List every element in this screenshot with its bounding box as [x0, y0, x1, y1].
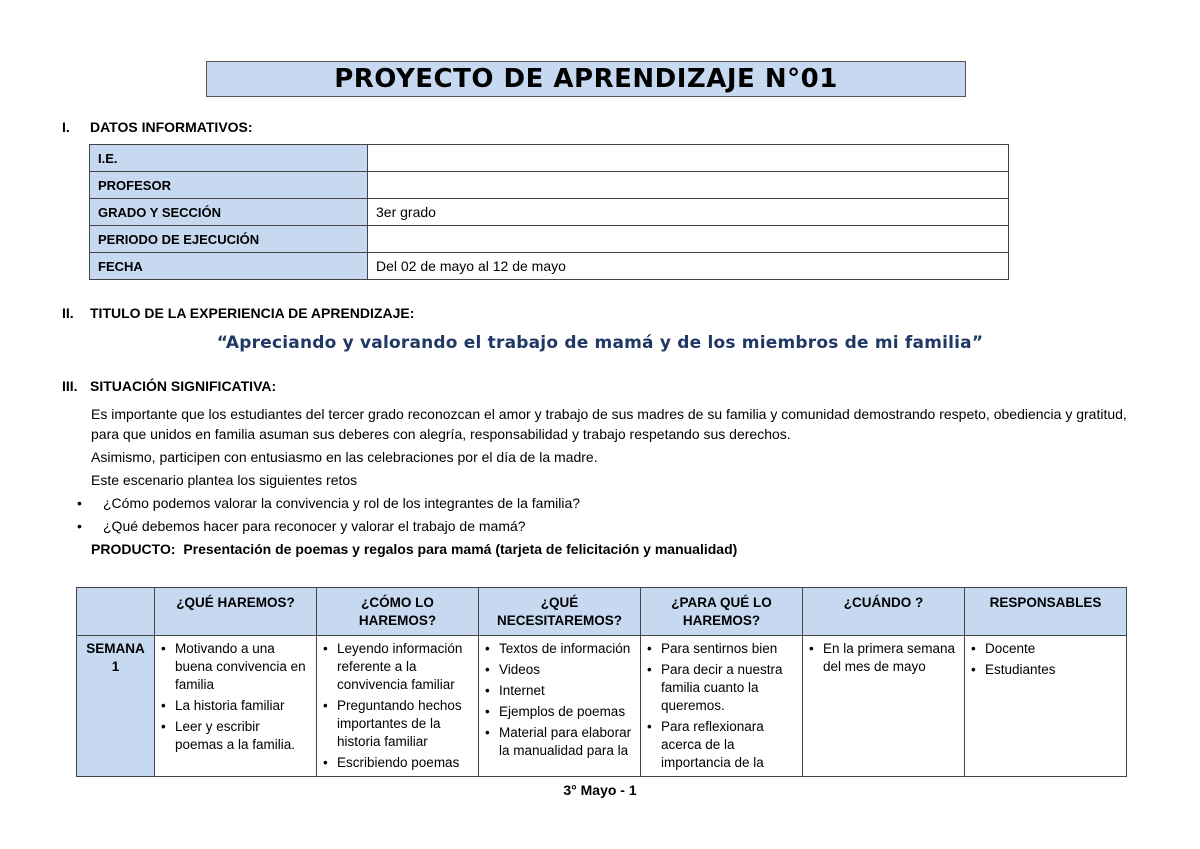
- section-label: DATOS INFORMATIVOS:: [90, 119, 253, 135]
- cell-text: La historia familiar: [175, 698, 285, 713]
- bullet-icon: •: [485, 725, 490, 740]
- bullet-icon: •: [161, 641, 166, 656]
- producto-label: PRODUCTO:: [91, 541, 176, 557]
- bullet-icon: •: [77, 518, 82, 534]
- cell-text: Para sentirnos bien: [661, 641, 778, 656]
- para-que-cell: [641, 636, 803, 777]
- bullet-icon: •: [647, 662, 652, 677]
- section-number: II.: [62, 305, 74, 321]
- info-label: GRADO Y SECCIÓN: [90, 199, 368, 226]
- table-row: [90, 172, 1009, 199]
- list-item: [323, 754, 472, 772]
- list-item: [161, 697, 310, 715]
- reto-text: ¿Qué debemos hacer para reconocer y valorar el trabajo de mamá?: [103, 518, 526, 534]
- info-value: [368, 226, 1009, 253]
- list-item: [971, 640, 1120, 658]
- column-header: ¿CÓMO LO HAREMOS?: [317, 588, 479, 636]
- bullet-icon: •: [77, 495, 82, 511]
- cell-text: Motivando a una buena convivencia en familia: [175, 641, 306, 692]
- cell-text: Preguntando hechos importantes de la historia familiar: [337, 698, 462, 749]
- info-label: PERIODO DE EJECUCIÓN: [90, 226, 368, 253]
- list-item: [323, 697, 472, 751]
- list-item: [971, 661, 1120, 679]
- section-datos-informativos: [62, 119, 253, 135]
- list-item: [323, 640, 472, 694]
- info-value: [368, 172, 1009, 199]
- table-row: [90, 145, 1009, 172]
- cell-text: Textos de información: [499, 641, 631, 656]
- cell-text: Para reflexionara acerca de la importancia de la: [661, 719, 764, 770]
- info-value: [368, 145, 1009, 172]
- list-item: [485, 703, 634, 721]
- page-footer: 3° Mayo - 1: [563, 782, 637, 798]
- bullet-icon: •: [485, 704, 490, 719]
- section-number: I.: [62, 119, 70, 135]
- situation-text: [77, 404, 1131, 559]
- bullet-icon: •: [647, 641, 652, 656]
- cell-text: Internet: [499, 683, 545, 698]
- table-row: [90, 226, 1009, 253]
- bullet-icon: •: [485, 683, 490, 698]
- bullet-icon: •: [971, 641, 976, 656]
- que-cell: [155, 636, 317, 777]
- responsables-cell: [965, 636, 1127, 777]
- info-label: PROFESOR: [90, 172, 368, 199]
- experience-title: “Apreciando y valorando el trabajo de mamá y de los miembros de mi familia”: [216, 333, 984, 353]
- section-label: TITULO DE LA EXPERIENCIA DE APRENDIZAJE:: [90, 305, 415, 321]
- bullet-icon: •: [485, 662, 490, 677]
- plan-table: [76, 587, 1127, 777]
- bullet-icon: •: [809, 641, 814, 656]
- situation-paragraph: Es importante que los estudiantes del tercer grado reconozcan el amor y trabajo de sus madres de su familia y comunidad demostrando respeto, obediencia y gratitud, para que unidos en familia asuman sus deberes con alegría, responsabilidad y trabajo respetando sus derechos.: [91, 406, 1127, 442]
- week-cell: SEMANA 1: [77, 636, 155, 777]
- cell-text: Leer y escribir poemas a la familia.: [175, 719, 296, 752]
- list-item: [647, 640, 796, 658]
- situation-paragraph: Asimismo, participen con entusiasmo en las celebraciones por el día de la madre.: [91, 449, 598, 465]
- info-label: FECHA: [90, 253, 368, 280]
- cell-text: En la primera semana del mes de mayo: [823, 641, 956, 674]
- column-header: ¿QUÉ HAREMOS?: [155, 588, 317, 636]
- project-title: PROYECTO DE APRENDIZAJE N°01: [206, 61, 966, 97]
- column-header: ¿PARA QUÉ LO HAREMOS?: [641, 588, 803, 636]
- table-row: [77, 636, 1127, 777]
- section-label: SITUACIÓN SIGNIFICATIVA:: [90, 378, 277, 394]
- section-situacion-significativa: [62, 378, 276, 394]
- cell-text: Docente: [985, 641, 1036, 656]
- column-header: RESPONSABLES: [965, 588, 1127, 636]
- table-row: [90, 253, 1009, 280]
- bullet-icon: •: [323, 641, 328, 656]
- list-item: [809, 640, 958, 676]
- bullet-icon: •: [323, 755, 328, 770]
- cell-text: Videos: [499, 662, 541, 677]
- table-header-row: [77, 588, 1127, 636]
- bullet-icon: •: [161, 698, 166, 713]
- cell-text: Estudiantes: [985, 662, 1056, 677]
- reto-text: ¿Cómo podemos valorar la convivencia y rol de los integrantes de la familia?: [103, 495, 581, 511]
- producto-text: Presentación de poemas y regalos para mamá (tarjeta de felicitación y manualidad): [183, 541, 738, 557]
- como-cell: [317, 636, 479, 777]
- list-item: [77, 516, 1131, 536]
- cell-text: Leyendo información referente a la convivencia familiar: [337, 641, 463, 692]
- bullet-icon: •: [971, 662, 976, 677]
- list-item: [485, 661, 634, 679]
- list-item: [485, 724, 634, 760]
- cell-text: Para decir a nuestra familia cuanto la queremos.: [661, 662, 783, 713]
- bullet-icon: •: [485, 641, 490, 656]
- list-item: [485, 640, 634, 658]
- info-table: [89, 144, 1009, 280]
- column-header: ¿QUÉ NECESITAREMOS?: [479, 588, 641, 636]
- section-titulo-experiencia: [62, 305, 414, 321]
- bullet-icon: •: [647, 719, 652, 734]
- section-number: III.: [62, 378, 78, 394]
- bullet-icon: •: [161, 719, 166, 734]
- cell-text: Escribiendo poemas: [337, 755, 460, 770]
- list-item: [647, 718, 796, 772]
- cuando-cell: [803, 636, 965, 777]
- cell-text: Material para elaborar la manualidad para la: [499, 725, 632, 758]
- info-value: Del 02 de mayo al 12 de mayo: [368, 253, 1009, 280]
- list-item: [647, 661, 796, 715]
- list-item: [161, 718, 310, 754]
- column-header: [77, 588, 155, 636]
- list-item: [77, 493, 1131, 513]
- necesitaremos-cell: [479, 636, 641, 777]
- info-label: I.E.: [90, 145, 368, 172]
- list-item: [485, 682, 634, 700]
- retos-list: [77, 493, 1131, 536]
- producto-line: [91, 539, 1131, 559]
- situation-paragraph: Este escenario plantea los siguientes retos: [91, 472, 358, 488]
- table-row: [90, 199, 1009, 226]
- cell-text: Ejemplos de poemas: [499, 704, 626, 719]
- info-value: 3er grado: [368, 199, 1009, 226]
- list-item: [161, 640, 310, 694]
- column-header: ¿CUÁNDO ?: [803, 588, 965, 636]
- bullet-icon: •: [323, 698, 328, 713]
